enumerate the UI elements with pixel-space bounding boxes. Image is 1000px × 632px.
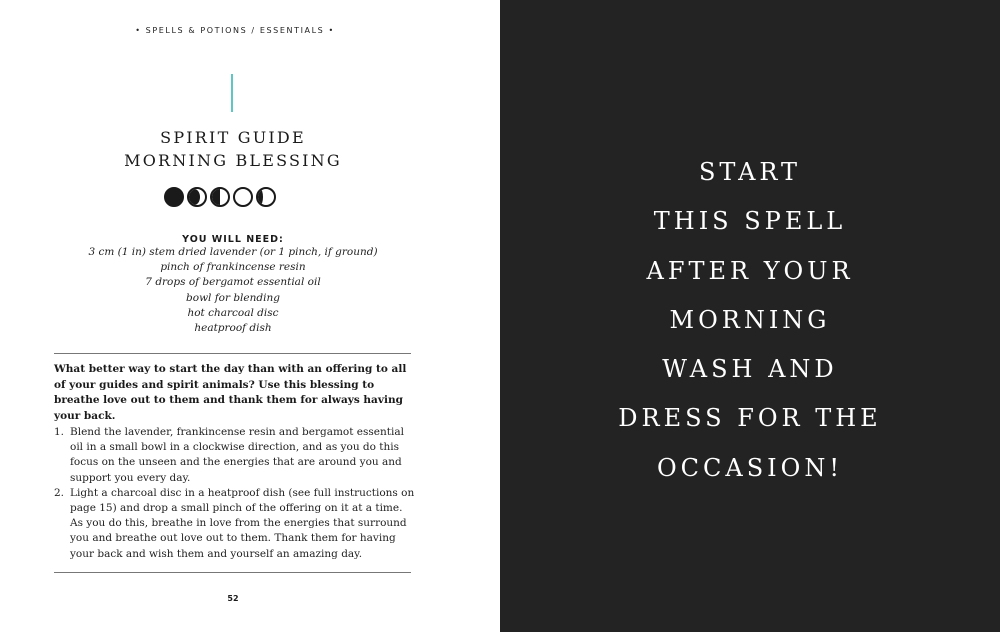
accent-line: [231, 74, 233, 112]
right-page: [500, 0, 1000, 632]
step-text: Light a charcoal disc in a heatproof dish (see full instructions on page 15) and drop a small pinch of the offering on it at a time. As you do this, breathe in love from the energies that surround you and breathe out love out to them. Thank them for having your back and wish them and yourself an amazing day.: [70, 486, 415, 560]
steps-list: [54, 425, 416, 562]
title-line: SPIRIT GUIDE: [160, 128, 306, 147]
moon-phase-row: [164, 187, 276, 211]
waning-crescent-icon: [256, 187, 276, 207]
callout-line: THIS SPELL: [653, 207, 847, 236]
step-number: 2.: [54, 486, 65, 499]
full-moon-icon: [164, 187, 184, 207]
last-quarter-icon: [210, 187, 230, 207]
list-item: bowl for blending: [186, 291, 280, 304]
new-moon-icon: [233, 187, 253, 207]
divider: [54, 572, 411, 573]
list-item: 3 cm (1 in) stem dried lavender (or 1 pinch, if ground): [88, 246, 378, 258]
callout-line: AFTER YOUR: [646, 256, 854, 285]
page-title: [0, 126, 466, 172]
title-line: MORNING BLESSING: [124, 151, 342, 170]
callout-line: WASH AND: [662, 355, 838, 384]
callout-line: MORNING: [669, 305, 831, 334]
ingredient-list: [0, 245, 466, 336]
intro-paragraph: What better way to start the day than with an offering to all of your guides and spirit animals? Use this blessing to breathe love out to them and thank them for always having your back.: [54, 363, 407, 422]
running-head: • SPELLS & POTIONS / ESSENTIALS •: [135, 26, 335, 35]
step-text: Blend the lavender, frankincense resin and bergamot essential oil in a small bowl in a clockwise direction, and as you do this focus on the unseen and the energies that are around you and support you every day.: [70, 426, 404, 484]
callout-line: DRESS FOR THE: [618, 404, 882, 433]
divider: [54, 353, 411, 354]
callout-line: OCCASION!: [657, 453, 843, 482]
waning-gibbous-icon: [187, 187, 207, 207]
callout-text: [480, 148, 1000, 493]
you-will-need-heading: YOU WILL NEED:: [182, 234, 284, 245]
list-item: hot charcoal disc: [187, 306, 279, 319]
list-item: heatproof dish: [194, 322, 272, 335]
callout-line: START: [698, 158, 802, 186]
page-number: 52: [227, 594, 239, 603]
list-item: pinch of frankincense resin: [160, 261, 306, 274]
list-item: 7 drops of bergamot essential oil: [145, 276, 321, 289]
step-number: 1.: [54, 426, 65, 438]
list-item: [54, 425, 416, 486]
list-item: [54, 486, 416, 562]
